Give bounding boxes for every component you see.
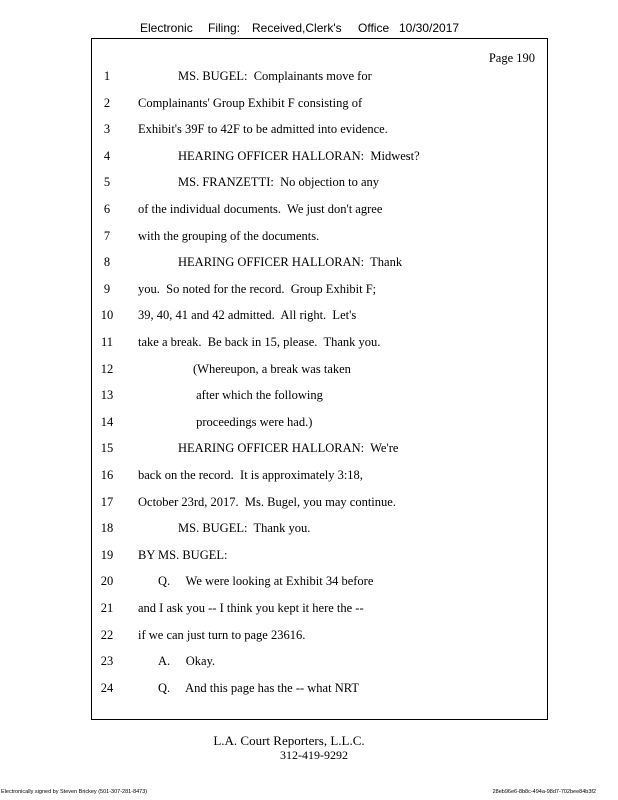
transcript-line [0,601,618,628]
line-number: 19 [100,547,114,562]
transcript-line [0,202,618,229]
line-number: 18 [100,521,114,536]
stamp-date: 10/30/2017 [399,21,460,35]
stamp-word-filing: Filing: [208,21,241,35]
reporter-company: L.A. Court Reporters, L.L.C. [213,733,365,748]
transcript-line [0,415,618,442]
line-number: 16 [100,468,114,482]
line-text: take a break. Be back in 15, please. Thank you. [138,335,381,349]
line-text: MS. FRANZETTI: No objection to any [178,175,380,190]
line-text: 39, 40, 41 and 42 admitted. All right. Let's [138,308,357,323]
transcript-line [0,96,618,123]
line-number: 22 [100,627,114,642]
transcript-line [0,149,618,176]
transcript-line [0,255,618,282]
transcript-line [0,574,618,601]
transcript-line [0,495,618,522]
line-text: if we can just turn to page 23616. [138,627,306,642]
line-text: Exhibit's 39F to 42F to be admitted into evidence. [138,122,388,137]
reporter-phone: 312-419-9292 [280,748,348,762]
line-number: 21 [100,601,114,615]
line-number: 23 [100,654,114,669]
line-number: 10 [100,308,114,323]
transcript-line [0,69,618,96]
line-number: 5 [103,175,111,190]
transcript-line [0,122,618,149]
stamp-word-received: Received,Clerk's [252,21,342,35]
line-text: Q. We were looking at Exhibit 34 before [158,574,374,589]
line-text: HEARING OFFICER HALLORAN: Thank [178,255,403,270]
line-number: 4 [103,148,111,163]
line-number: 11 [100,335,114,349]
electronic-signature: Electronically signed by Steven Brickey (501-307-281-8473) [1,789,148,795]
transcript-line [0,282,618,309]
line-number: 9 [103,281,111,296]
transcript-line [0,681,618,708]
line-text: after which the following [193,388,323,403]
transcript-line [0,521,618,548]
transcript-line [0,628,618,655]
line-text: MS. BUGEL: Thank you. [178,521,311,536]
transcript-line [0,308,618,335]
line-number: 20 [100,574,114,589]
line-number: 17 [100,494,114,509]
line-text: A. Okay. [158,654,216,669]
line-text: HEARING OFFICER HALLORAN: We're [178,441,399,456]
page-number: Page 190 [488,51,535,65]
line-text: Q. And this page has the -- what NRT [158,680,359,695]
line-number: 12 [100,361,114,376]
line-number: 6 [103,202,111,216]
line-text: and I ask you -- I think you kept it here the -- [138,601,364,615]
transcript-line [0,175,618,202]
transcript-line [0,335,618,362]
line-number: 14 [100,414,114,429]
line-text: (Whereupon, a break was taken [193,361,351,376]
transcript-line [0,229,618,256]
line-number: 8 [103,255,111,270]
line-number: 7 [103,228,111,243]
line-text: BY MS. BUGEL: [138,547,228,562]
document-hash: 28eb96e6-8b8c-494a-98d7-702bee84b3f2 [492,789,596,795]
line-number: 15 [100,441,114,456]
line-text: proceedings were had.) [193,414,313,429]
transcript-line [0,468,618,495]
line-text: HEARING OFFICER HALLORAN: Midwest? [178,148,420,163]
line-text: back on the record. It is approximately 3:18, [138,468,363,482]
line-number: 2 [103,95,111,110]
line-number: 24 [100,680,114,695]
line-number: 13 [100,388,114,403]
line-text: October 23rd, 2017. Ms. Bugel, you may continue. [138,494,396,509]
line-text: of the individual documents. We just don't agree [138,202,383,216]
transcript-line [0,441,618,468]
stamp-word-electronic: Electronic [140,21,193,35]
line-text: you. So noted for the record. Group Exhibit F; [138,281,377,296]
line-number: 3 [103,122,111,137]
transcript-line [0,654,618,681]
line-text: with the grouping of the documents. [138,228,320,243]
line-text: Complainants' Group Exhibit F consisting of [138,95,363,110]
line-text: MS. BUGEL: Complainants move for [178,69,372,83]
transcript-line [0,548,618,575]
transcript-line [0,362,618,389]
line-number: 1 [103,69,111,83]
stamp-word-office: Office [358,21,390,35]
transcript-line [0,388,618,415]
